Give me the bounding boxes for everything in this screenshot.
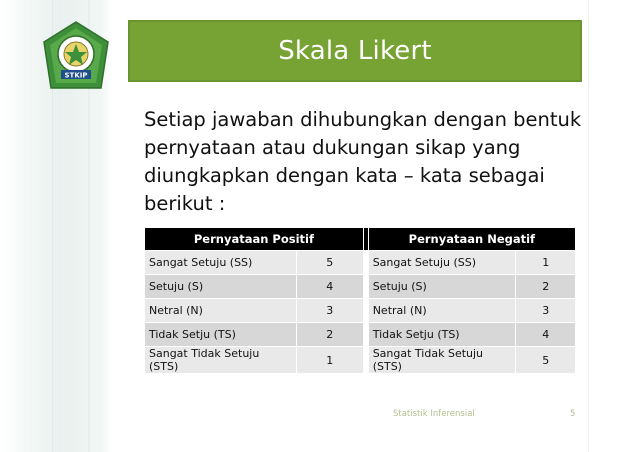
table-row [145, 299, 576, 323]
table-row [145, 275, 576, 299]
positive-score: 3 [296, 299, 363, 323]
negative-score: 5 [516, 347, 576, 374]
positive-label: Setuju (S) [145, 275, 297, 299]
table-row [145, 347, 576, 374]
header-negative: Pernyataan Negatif [368, 228, 575, 251]
positive-score: 4 [296, 275, 363, 299]
positive-score: 2 [296, 323, 363, 347]
negative-label: Sangat Setuju (SS) [368, 251, 516, 275]
table-row [145, 251, 576, 275]
header-positive: Pernyataan Positif [145, 228, 364, 251]
svg-text:STKIP: STKIP [64, 71, 88, 80]
negative-label: Setuju (S) [368, 275, 516, 299]
negative-score: 1 [516, 251, 576, 275]
positive-label: Netral (N) [145, 299, 297, 323]
page-number: 5 [570, 409, 576, 419]
negative-label: Netral (N) [368, 299, 516, 323]
positive-label: Sangat Tidak Setuju (STS) [145, 347, 297, 374]
footer-label: Statistik Inferensial [393, 409, 475, 419]
decorative-line [588, 0, 589, 452]
likert-table [144, 227, 576, 374]
negative-label: Sangat Tidak Setuju (STS) [368, 347, 516, 374]
slide-title: Skala Likert [278, 36, 432, 66]
table-header-row [145, 228, 576, 251]
positive-score: 5 [296, 251, 363, 275]
title-bar [128, 20, 582, 82]
positive-score: 1 [296, 347, 363, 374]
positive-label: Tidak Setju (TS) [145, 323, 297, 347]
negative-score: 4 [516, 323, 576, 347]
negative-score: 2 [516, 275, 576, 299]
table-row [145, 323, 576, 347]
negative-score: 3 [516, 299, 576, 323]
positive-label: Sangat Setuju (SS) [145, 251, 297, 275]
institution-logo [41, 20, 111, 98]
body-paragraph: Setiap jawaban dihubungkan dengan bentuk pernyataan atau dukungan sikap yang diungkapkan dengan kata – kata sebagai berikut : [144, 108, 582, 215]
negative-label: Tidak Setju (TS) [368, 323, 516, 347]
